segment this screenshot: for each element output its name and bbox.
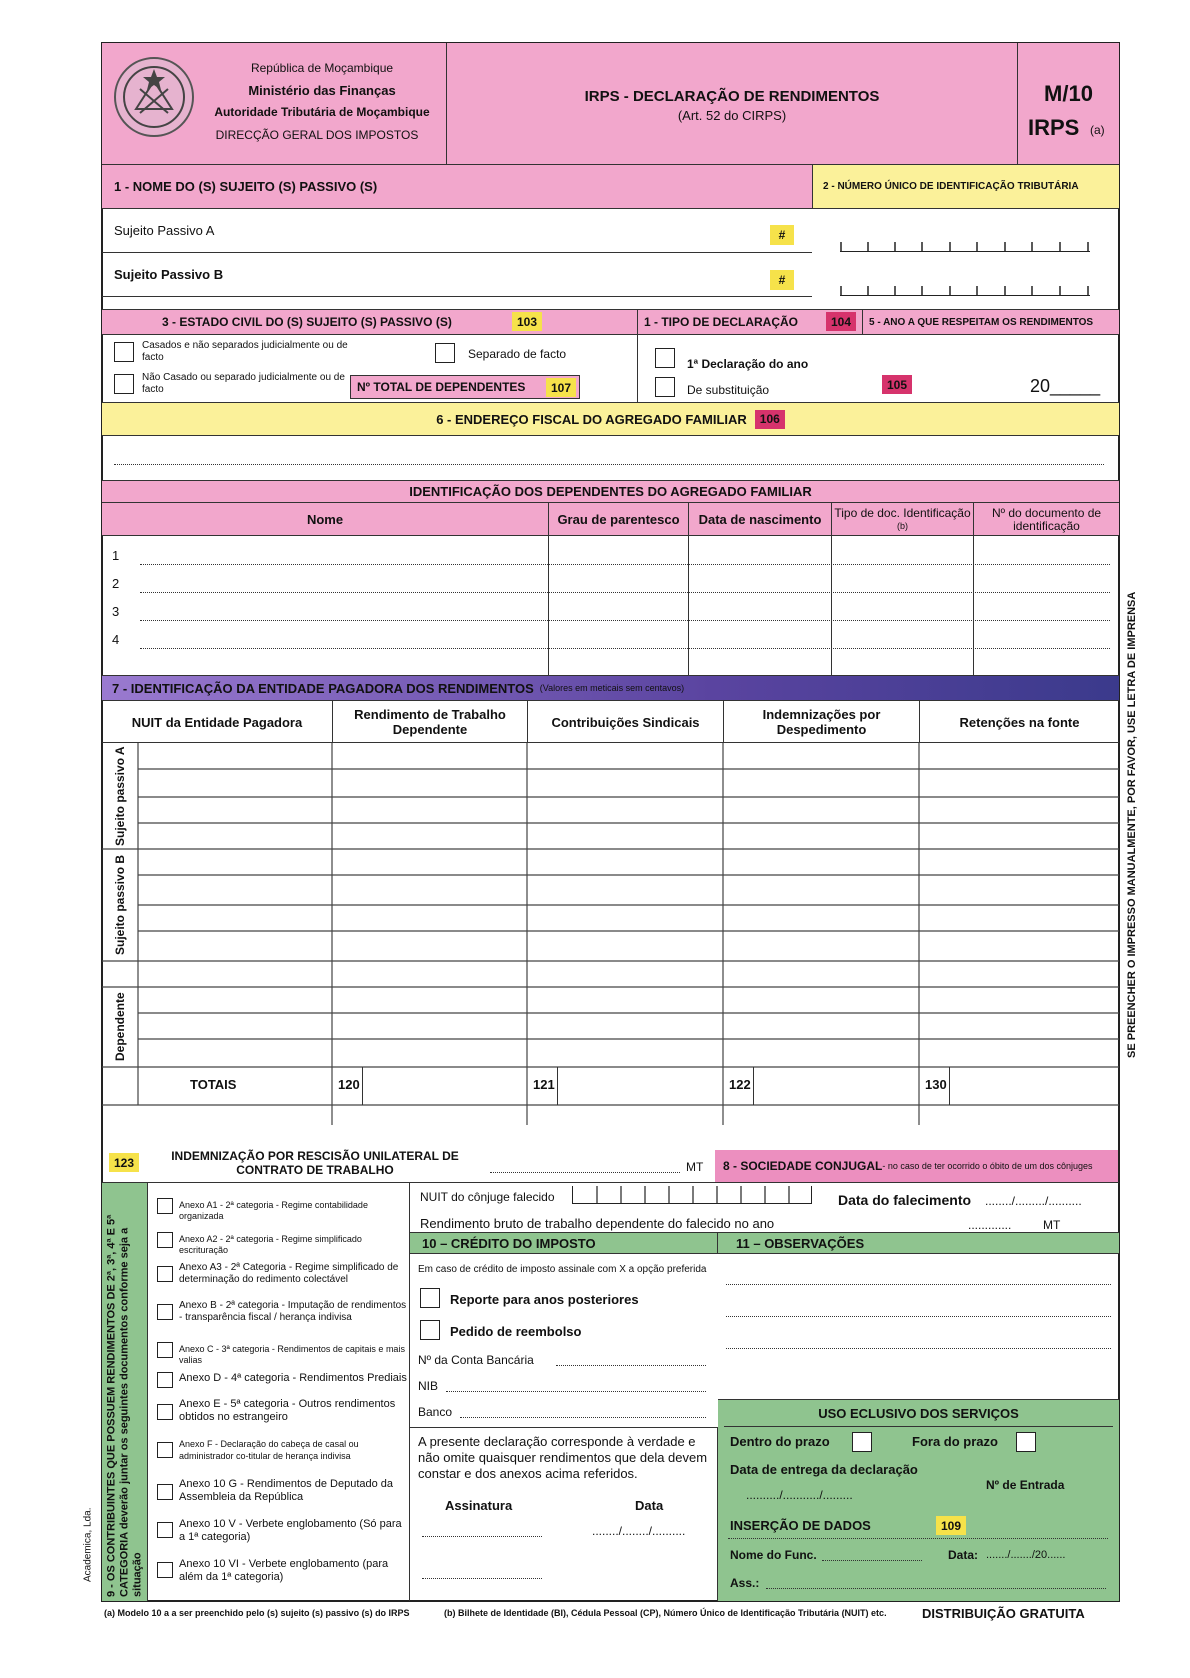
dentro-checkbox[interactable] [852, 1432, 872, 1452]
data-falecimento-field[interactable]: ......../........./.......... [985, 1194, 1082, 1208]
col-nuit-pagadora: NUIT da Entidade Pagadora [131, 714, 303, 730]
side-label-a: Sujeito passivo A [113, 746, 127, 846]
sign-field[interactable] [422, 1536, 542, 1537]
total-120[interactable]: 120 [338, 1077, 360, 1092]
substituicao-checkbox[interactable] [655, 377, 675, 397]
col-indemnizacoes: Indemnizações por Despedimento [723, 701, 919, 743]
annex-label: Anexo A3 - 2ª Categoria - Regime simplificado de determinação do redimento colectável [179, 1262, 399, 1285]
dependents-rows [102, 536, 1119, 676]
sign-field-2[interactable] [422, 1578, 542, 1579]
endereco-line [114, 464, 1104, 465]
col-retencoes: Retenções na fonte [919, 701, 1119, 743]
nuit-conjuge-field[interactable] [572, 1186, 812, 1204]
data-label: Data: [948, 1548, 979, 1562]
section11-title: 11 – OBSERVAÇÕES [736, 1235, 865, 1251]
reporte-label: Reporte para anos posteriores [450, 1292, 639, 1307]
sujeito-a-row[interactable] [102, 209, 812, 253]
section9-title: 9 - OS CONTRIBUINTES QUE POSSUEM RENDIMENTOS DE 2ª, 3ª, 4ª E 5ª CATEGORIA deverão juntar os seguintes documentos conforme seja a situação [105, 1214, 144, 1597]
col-grau: Grau de parentesco [548, 503, 688, 536]
nuit-b-field[interactable] [840, 282, 1090, 296]
annex-label: Anexo E - 5ª categoria - Outros rendimentos obtidos no estrangeiro [179, 1398, 396, 1423]
section10-header [410, 1232, 718, 1254]
date-field[interactable]: ......../......../.......... [592, 1524, 686, 1538]
total-121[interactable]: 121 [533, 1077, 555, 1092]
annex-checkbox[interactable] [157, 1266, 173, 1282]
data-falecimento-label: Data do falecimento [838, 1192, 972, 1208]
section1b-badge: 104 [826, 312, 856, 331]
totais-label: TOTAIS [190, 1077, 237, 1092]
row-number: 2 [112, 576, 120, 591]
sujeito-a-label: Sujeito Passivo A [114, 223, 215, 238]
sign-label: Assinatura [445, 1498, 513, 1513]
section1-title: 1 - NOME DO (S) SUJEITO (S) PASSIVO (S) [114, 179, 378, 194]
col-tipo-doc [831, 503, 973, 536]
annex-label: Anexo A1 - 2ª categoria - Regime contabilidade organizada [179, 1200, 368, 1221]
section8-header [715, 1150, 1118, 1182]
side-label-b: Sujeito passivo B [113, 854, 127, 956]
section3-title: 3 - ESTADO CIVIL DO (S) SUJEITO (S) PASSIVO (S) [162, 315, 452, 329]
section1b-title: 1 - TIPO DE DECLARAÇÃO [644, 315, 799, 329]
org-line-2: Ministério das Finanças [248, 83, 396, 98]
insercao-badge: 109 [936, 1516, 966, 1535]
sujeito-a-hash: # [770, 225, 794, 245]
section5-header [862, 309, 1119, 335]
dependent-row-line[interactable] [140, 592, 1110, 593]
section-divider [637, 335, 638, 403]
indem-field[interactable] [490, 1172, 680, 1173]
nib-label: NIB [418, 1379, 439, 1393]
nao-casado-label: Não Casado ou separado judicialmente ou de facto [142, 372, 345, 395]
row-number: 3 [112, 604, 120, 619]
func-field[interactable] [822, 1560, 922, 1561]
section8-note: - no caso de ter ocorrido o óbito de um dos cônjuges [882, 1161, 1093, 1171]
annex-checkbox[interactable] [157, 1232, 173, 1248]
annex-checkbox[interactable] [157, 1442, 173, 1458]
reembolso-label: Pedido de reembolso [450, 1324, 582, 1339]
annex-label: Anexo A2 - 2ª categoria - Regime simplificado escrituração [179, 1234, 362, 1255]
ass-label: Ass.: [730, 1576, 760, 1590]
rend-falecido-field[interactable]: ............. [968, 1218, 1012, 1232]
col-rend-trabalho: Rendimento de Trabalho Dependente [332, 701, 527, 743]
section3-badge: 103 [512, 312, 542, 331]
section7-col-header [102, 701, 1119, 743]
org-line-4: DIRECÇÃO GERAL DOS IMPOSTOS [215, 128, 419, 142]
annex-checkbox[interactable] [157, 1304, 173, 1320]
row-number: 4 [112, 632, 120, 647]
primeira-declaracao-checkbox[interactable] [655, 348, 675, 368]
sujeito-b-hash: # [770, 270, 794, 290]
insercao-label: INSERÇÃO DE DADOS [730, 1518, 871, 1533]
obs-line [726, 1316, 1111, 1317]
entrega-field[interactable]: ........../.........../......... [746, 1488, 853, 1502]
entrada-label: Nº de Entrada [986, 1478, 1065, 1492]
dependents-col-header [102, 503, 1119, 536]
dependents-title: IDENTIFICAÇÃO DOS DEPENDENTES DO AGREGADO FAMILIAR [409, 484, 812, 499]
nib-field[interactable] [446, 1391, 706, 1392]
total-divider [362, 1067, 363, 1105]
annex-checkbox[interactable] [157, 1484, 173, 1500]
indem-label: INDEMNIZAÇÃO POR RESCISÃO UNILATERAL DE CONTRATO DE TRABALHO [171, 1149, 459, 1177]
org-line-1: República de Moçambique [250, 61, 394, 75]
section7-header [102, 676, 1119, 701]
section2-title: 2 - NÚMERO ÚNICO DE IDENTIFICAÇÃO TRIBUTÁRIA [823, 181, 1079, 192]
side-label-dep: Dependente [113, 992, 127, 1062]
org-line-3: Autoridade Tributária de Moçambique [214, 105, 430, 119]
nao-casado-checkbox[interactable] [114, 374, 134, 394]
header-org-block [102, 43, 447, 165]
section3-header [102, 309, 637, 335]
services-block [718, 1399, 1119, 1601]
section9-side [102, 1183, 148, 1601]
dependent-row-line[interactable] [140, 620, 1110, 621]
data-field[interactable]: ......./......./20...... [986, 1549, 1066, 1561]
emblem-icon [114, 57, 194, 137]
header-title-block [447, 43, 1018, 165]
annex-label: Anexo D - 4ª categoria - Rendimentos Prediais [179, 1372, 407, 1384]
obs-line [726, 1348, 1111, 1349]
nuit-conjuge-label: NUIT do cônjuge falecido [420, 1190, 555, 1204]
section1-header [102, 165, 812, 209]
section6-title: 6 - ENDEREÇO FISCAL DO AGREGADO FAMILIAR [436, 411, 747, 427]
substituicao-label: De substituição [687, 383, 770, 397]
section2-header [812, 165, 1119, 209]
fora-checkbox[interactable] [1016, 1432, 1036, 1452]
dependents-header [102, 481, 1119, 503]
declaration-block [410, 1427, 718, 1601]
annex-label: Anexo B - 2ª categoria - Imputação de rendimentos - transparência fiscal / herança indivisa [179, 1300, 407, 1323]
casados-label: Casados e não separados judicialmente ou de facto [142, 340, 348, 363]
credito-hint: Em caso de crédito de imposto assinale com X a opção preferida [418, 1264, 707, 1275]
substituicao-badge: 105 [882, 375, 912, 394]
footer-note-b: (b) Bilhete de Identidade (BI), Cédula Pessoal (CP), Número Único de Identificação Tributária (NUIT) etc. [444, 1608, 887, 1618]
col-nome: Nome [306, 512, 344, 527]
services-title: USO ECLUSIVO DOS SERVIÇOS [818, 1406, 1019, 1421]
col-tipo-doc-label: Tipo de doc. Identificação [834, 505, 971, 520]
section7-title: 7 - IDENTIFICAÇÃO DA ENTIDADE PAGADORA DOS RENDIMENTOS [112, 680, 534, 696]
printer-mark: Academica, Lda. [82, 1507, 94, 1583]
total-divider [557, 1067, 558, 1105]
total-122[interactable]: 122 [729, 1077, 751, 1092]
col-data-nasc: Data de nascimento [688, 503, 831, 536]
endereco-field[interactable] [102, 436, 1119, 481]
col-contrib-sindicais: Contribuições Sindicais [527, 701, 723, 743]
section8-title: 8 - SOCIEDADE CONJUGAL [723, 1159, 883, 1173]
total-130[interactable]: 130 [925, 1077, 947, 1092]
ano-prefix: 20 [1030, 376, 1051, 396]
nuit-a-field[interactable] [840, 238, 1090, 252]
row-number: 1 [112, 548, 120, 563]
banco-field[interactable] [460, 1417, 706, 1418]
form-code-note: (a) [1090, 123, 1105, 137]
annex-checkbox[interactable] [157, 1198, 173, 1214]
dependent-row-line[interactable] [140, 564, 1110, 565]
services-divider [724, 1426, 1113, 1427]
total-divider [949, 1067, 950, 1105]
reporte-checkbox[interactable] [420, 1288, 440, 1308]
observacoes-field[interactable] [718, 1254, 1119, 1399]
indem-mt: MT [686, 1160, 704, 1174]
annex-label: Anexo 10 V - Verbete englobamento (Só para a 1ª categoria) [179, 1518, 402, 1543]
dependent-row-line[interactable] [140, 648, 1110, 649]
annex-label: Anexo F - Declaração do cabeça de casal ou administrador co-titular de herança indivisa [179, 1439, 359, 1461]
conta-field[interactable] [556, 1365, 706, 1366]
date-label: Data [635, 1498, 664, 1513]
annex-checkbox[interactable] [157, 1522, 173, 1538]
annex-checkbox[interactable] [157, 1562, 173, 1578]
form-code-irps: IRPS [1028, 115, 1080, 140]
ass-field[interactable] [766, 1588, 1106, 1589]
annex-label: Anexo 10 G - Rendimentos de Deputado da Assembleia da República [179, 1478, 394, 1503]
annex-checkbox[interactable] [157, 1342, 173, 1358]
side-instruction: SE PREENCHER O IMPRESSO MANUALMENTE, POR FAVOR, USE LETRA DE IMPRENSA [1126, 591, 1138, 1059]
dependents-body [102, 536, 1119, 676]
rend-falecido-label: Rendimento bruto de trabalho dependente do falecido no ano [420, 1216, 775, 1231]
obs-line [726, 1284, 1111, 1285]
indem-badge: 123 [109, 1153, 139, 1172]
dentro-label: Dentro do prazo [730, 1434, 830, 1449]
casados-checkbox[interactable] [114, 342, 134, 362]
reembolso-checkbox[interactable] [420, 1320, 440, 1340]
annex-list [157, 1192, 407, 1592]
annex-label: Anexo C - 3ª categoria - Rendimentos de capitais e mais valias [179, 1344, 405, 1365]
sujeito-b-row[interactable] [102, 253, 812, 297]
section7-grid [102, 743, 1119, 1125]
section11-header [718, 1232, 1119, 1254]
form-subtitle: (Art. 52 do CIRPS) [677, 108, 787, 123]
entrega-label: Data de entrega da declaração [730, 1462, 918, 1477]
primeira-declaracao-label: 1ª Declaração do ano [687, 357, 809, 371]
banco-label: Banco [418, 1405, 453, 1419]
header-code-block [1018, 43, 1119, 165]
section7-note: (Valores em meticais sem centavos) [539, 683, 685, 693]
insercao-line [728, 1538, 1108, 1539]
form-title: IRPS - DECLARAÇÃO DE RENDIMENTOS [584, 88, 880, 105]
form-code: M/10 [1044, 81, 1093, 106]
fora-label: Fora do prazo [912, 1434, 998, 1449]
section5-title: 5 - ANO A QUE RESPEITAM OS RENDIMENTOS [869, 316, 1094, 328]
annex-checkbox[interactable] [157, 1372, 173, 1388]
ano-field[interactable]: 20_____ [1030, 376, 1101, 396]
section6-badge: 106 [755, 410, 785, 429]
sujeito-b-label: Sujeito Passivo B [114, 267, 224, 282]
separado-label: Separado de facto [468, 347, 567, 361]
func-label: Nome do Func. [730, 1548, 817, 1562]
total-divider [753, 1067, 754, 1105]
col-num-doc: Nº do documento de identificação [973, 503, 1119, 536]
rend-falecido-mt: MT [1043, 1218, 1061, 1232]
footer-note-a: (a) Modelo 10 a a ser preenchido pelo (s) sujeito (s) passivo (s) do IRPS [104, 1608, 410, 1618]
annex-label: Anexo 10 VI - Verbete englobamento (para além da 1ª categoria) [179, 1558, 389, 1583]
section10-title: 10 – CRÉDITO DO IMPOSTO [422, 1235, 596, 1251]
col-tipo-doc-note: (b) [897, 520, 908, 531]
declaration-text: A presente declaração corresponde à verdade e não omite quaisquer rendimentos que dela devem constar e dos anexos acima referidos. [418, 1434, 708, 1481]
annex-checkbox[interactable] [157, 1404, 173, 1420]
section6-header [102, 403, 1119, 436]
dependents-total-label: Nº TOTAL DE DEPENDENTES [357, 380, 526, 394]
separado-checkbox[interactable] [435, 343, 455, 363]
distribuicao-gratuita: DISTRIBUIÇÃO GRATUITA [922, 1606, 1085, 1621]
conta-label: Nº da Conta Bancária [418, 1353, 534, 1367]
dependents-total-badge: 107 [546, 378, 576, 397]
